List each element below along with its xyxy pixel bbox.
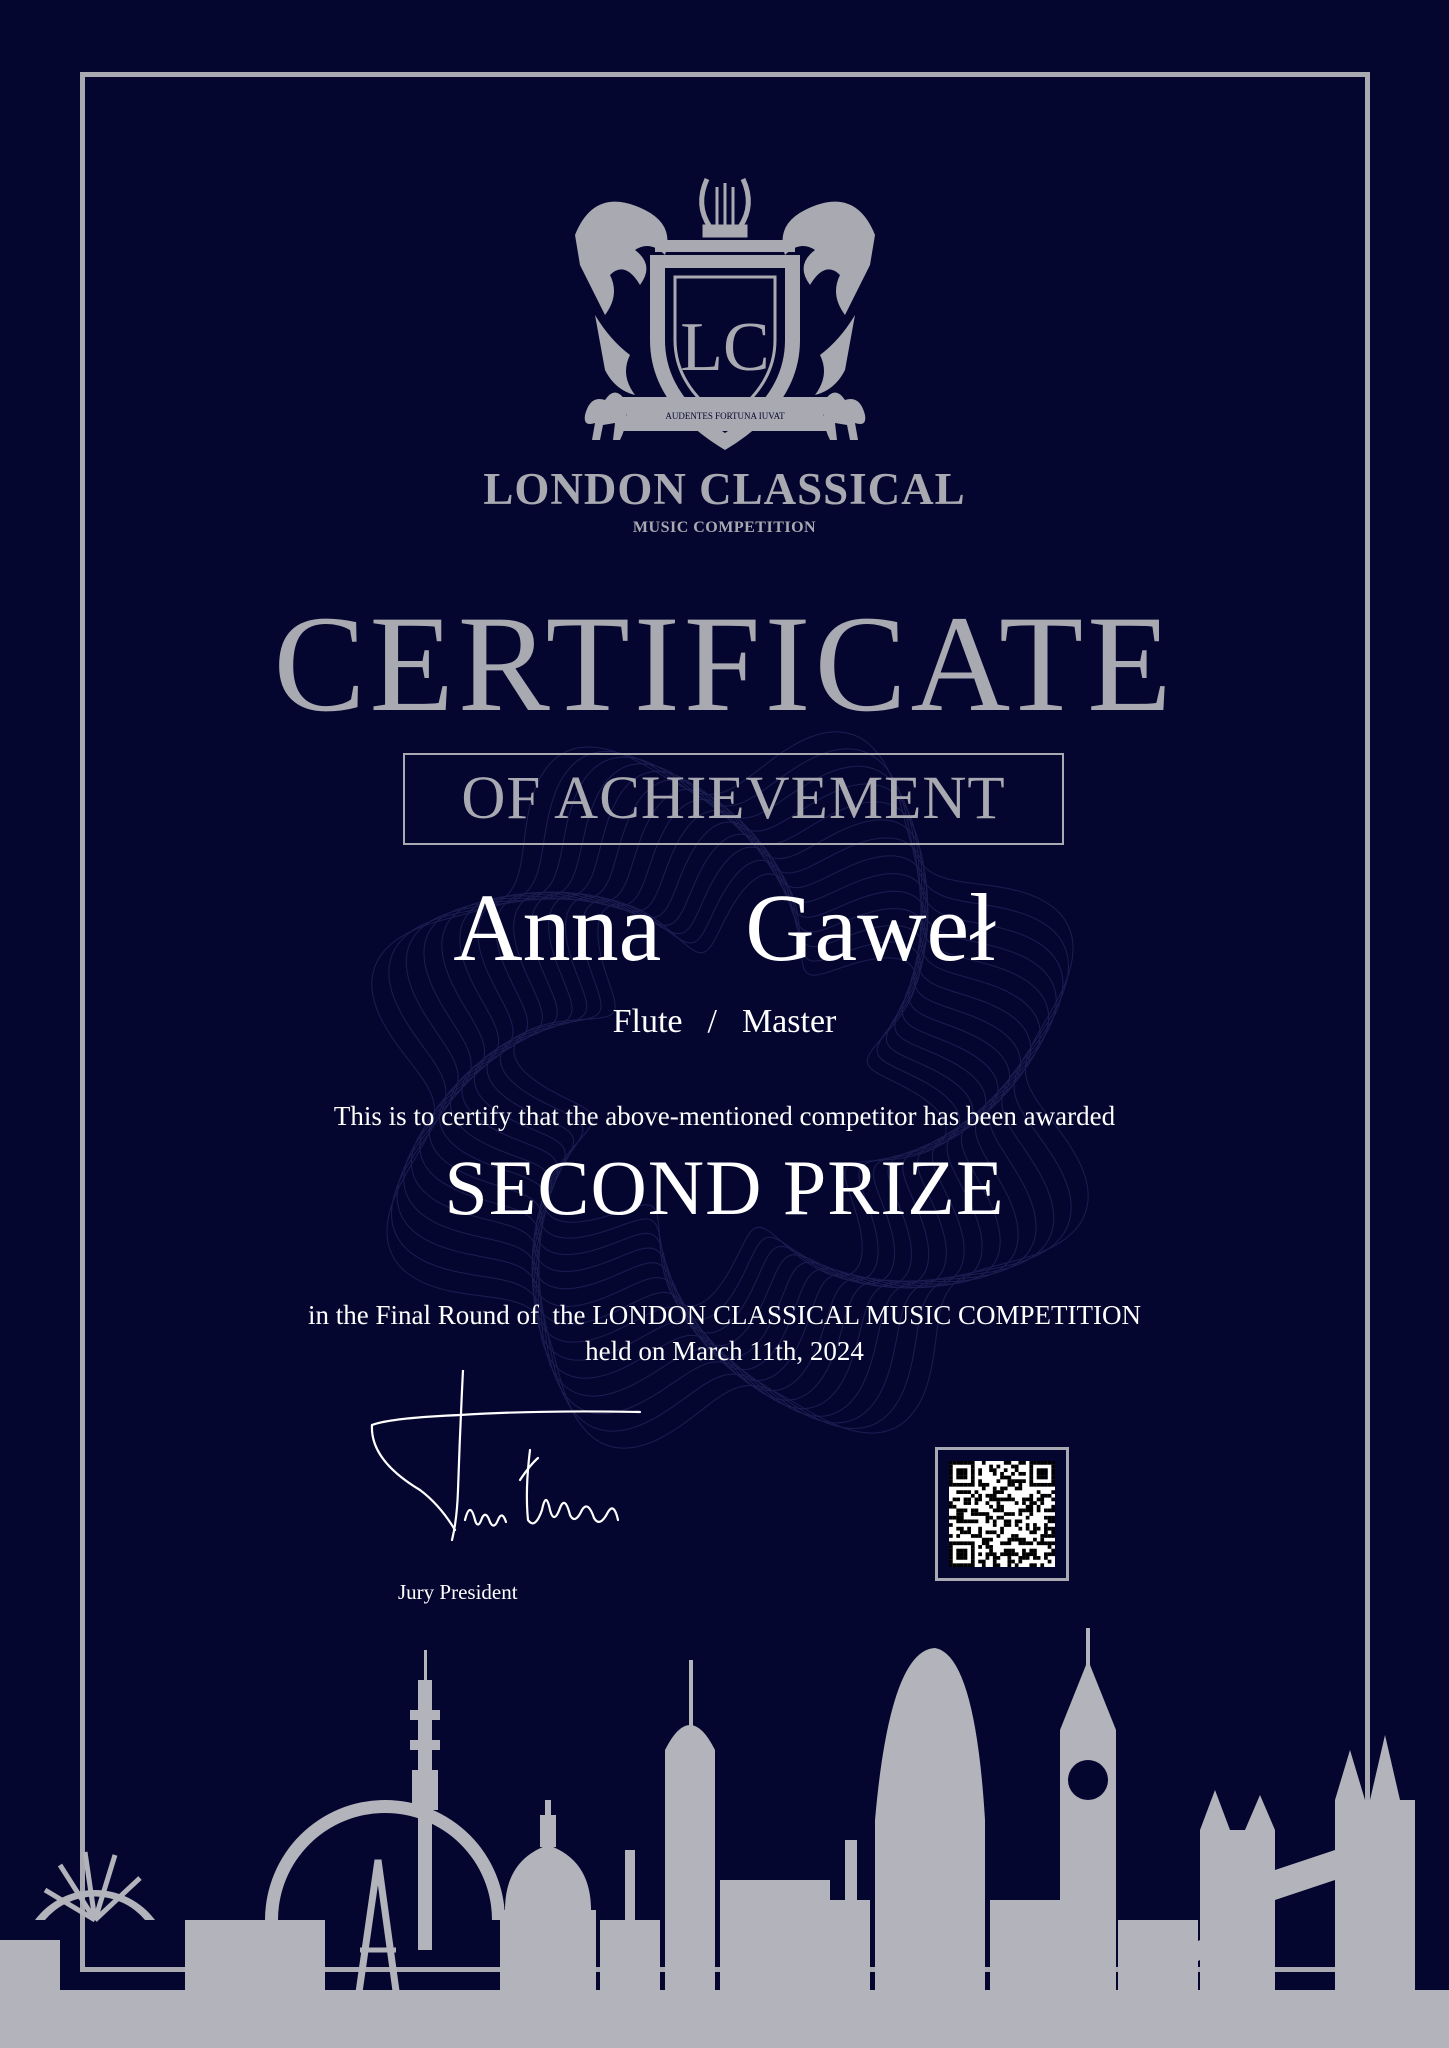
certificate-title: CERTIFICATE (273, 587, 1176, 740)
event-date: held on March 11th, 2024 (585, 1336, 864, 1366)
organization-subtitle: MUSIC COMPETITION (632, 519, 817, 536)
discipline-category: Flute / Master (612, 1003, 837, 1040)
motto-ribbon (620, 397, 830, 431)
jury-president-signature (360, 1370, 660, 1570)
prize-title: SECOND PRIZE (444, 1144, 1005, 1231)
lyre-icon (702, 179, 749, 235)
qr-code-frame (935, 1447, 1069, 1581)
certificate-subtitle: OF ACHIEVEMENT (461, 765, 1006, 832)
certificate-subtitle-box (403, 753, 1064, 845)
organization-name: LONDON CLASSICAL (483, 464, 966, 514)
round-statement: in the Final Round of the LONDON CLASSICAL MUSIC COMPETITION (308, 1300, 1141, 1330)
crest-monogram: LC (680, 309, 770, 386)
london-skyline-icon (0, 1620, 1449, 2048)
crest-emblem (565, 165, 885, 465)
jury-president-label: Jury President (398, 1580, 518, 1604)
crest-motto: AUDENTES FORTUNA IUVAT (665, 411, 785, 421)
recipient-name: Anna Gaweł (453, 874, 996, 981)
certify-statement: This is to certify that the above-mentioned competitor has been awarded (333, 1101, 1116, 1131)
qr-code-icon (949, 1461, 1055, 1567)
